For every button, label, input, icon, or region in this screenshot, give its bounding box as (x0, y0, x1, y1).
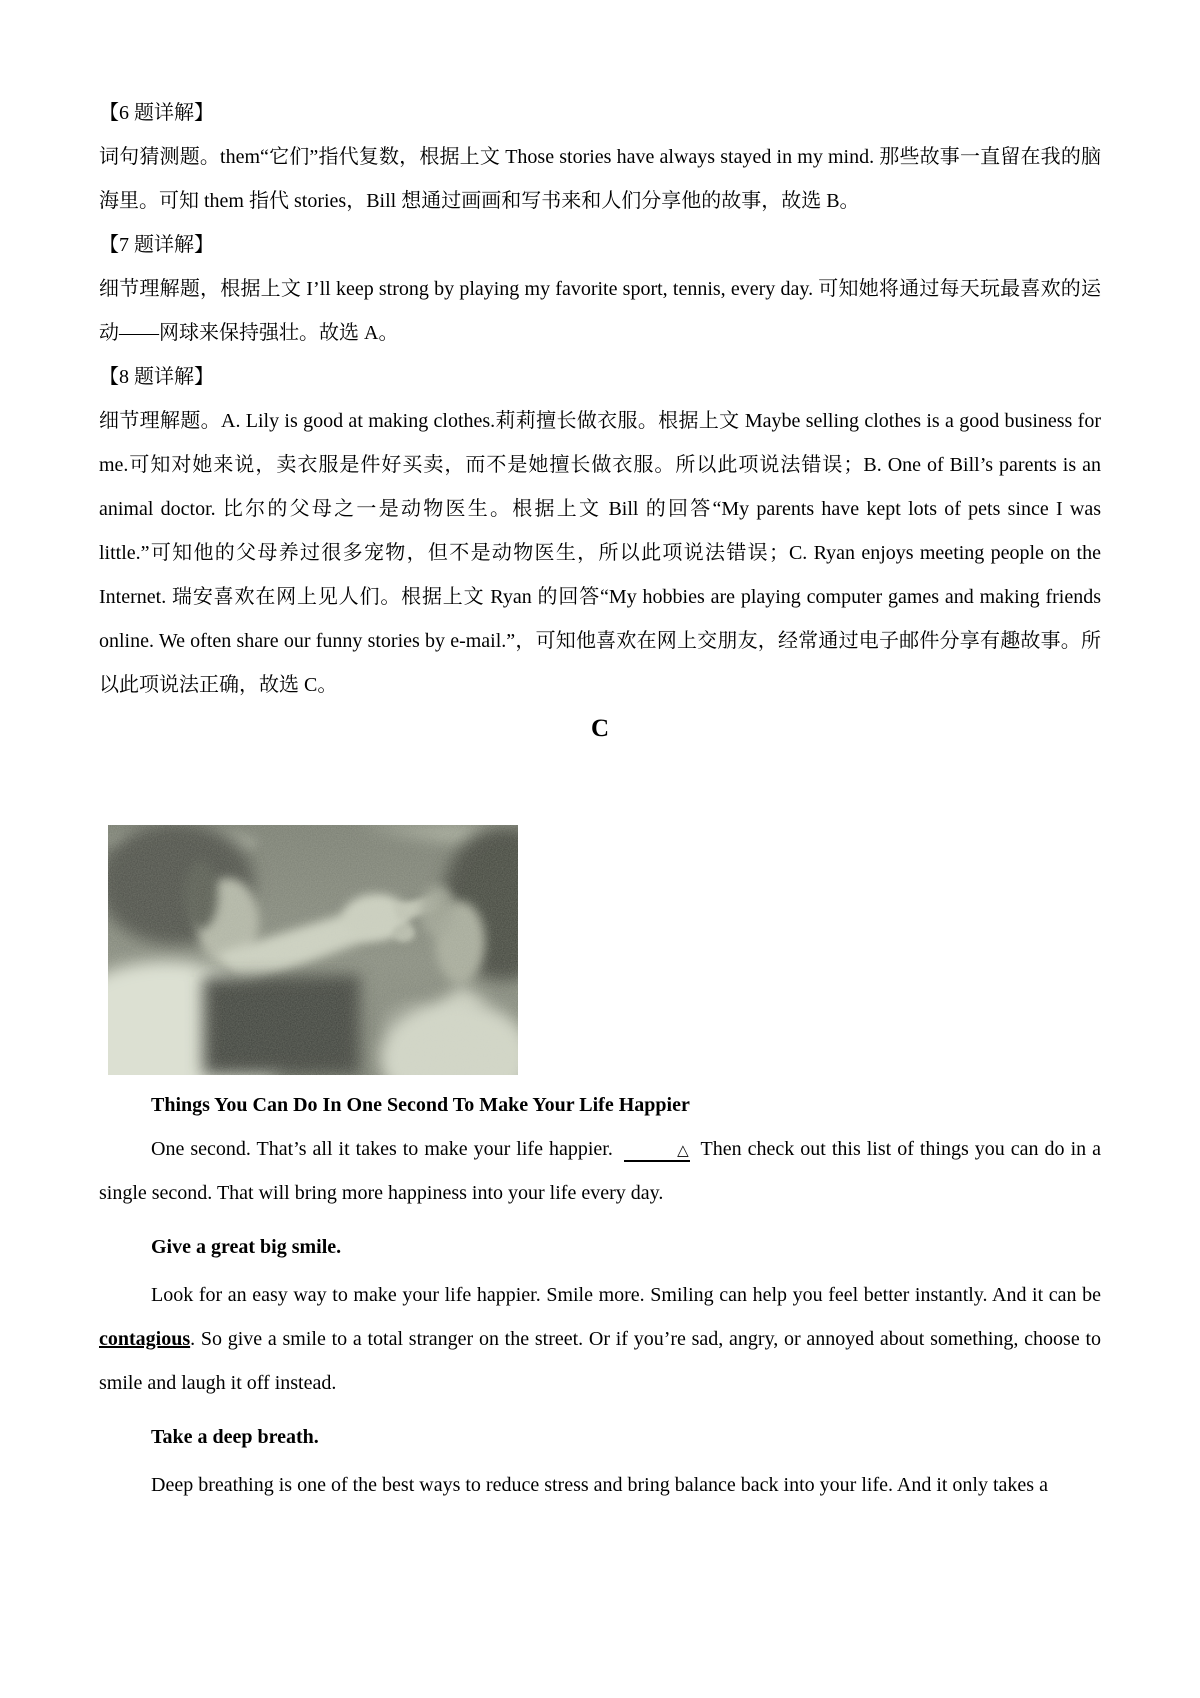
answer-blank (624, 1142, 690, 1162)
explanation-6-heading: 【6 题详解】 (99, 102, 214, 124)
explanation-8-body: 细节理解题。A. Lily is good at making clothes.莉莉擅长做衣服。根据上文 Maybe selling clothes is a good business for me.可知对她来说，卖衣服是件好买卖，而不是她擅长做衣服。所以此项说法错误；B. One of Bill’s parents is an animal doctor. 比尔的父母之一是动物医生。根据上文 Bill 的回答“My parents have kept lots of pets since I was little.”可知他的父母养过很多宠物，但不是动物医生，所以此项说法错误；C. Ryan enjoys meeting people on the Internet. 瑞安喜欢在网上见人们。根据上文 Ryan 的回答“My hobbies are playing computer games and making friends online. We often share our funny stories by e-mail.”，可知他喜欢在网上交朋友，经常通过电子邮件分享有趣故事。所以此项说法正确，故选 C。 (99, 410, 1101, 696)
section-c-label: C (590, 715, 610, 742)
passage-paragraph-2 (99, 1273, 1101, 1405)
passage-paragraph-1 (99, 1127, 1101, 1215)
explanation-6-body: 词句猜测题。them“它们”指代复数，根据上文 Those stories have always stayed in my mind. 那些故事一直留在我的脑海里。可知 them 指代 stories，Bill 想通过画画和写书来和人们分享他的故事，故选 B。 (99, 146, 1101, 212)
answer-explanations (99, 91, 1101, 707)
passage-photo-image (108, 825, 518, 1075)
reading-passage (99, 1083, 1101, 1507)
keyword-contagious: contagious (99, 1328, 191, 1350)
subheading-smile: Give a great big smile. (151, 1236, 342, 1258)
passage-paragraph-3: Deep breathing is one of the best ways to reduce stress and bring balance back into your life. And it only takes a (151, 1474, 1048, 1496)
paragraph-2-text-after: . So give a smile to a total stranger on the street. Or if you’re sad, angry, or annoyed about something, choose to smile and laugh it off instead. (99, 1328, 1101, 1394)
explanation-7-body: 细节理解题，根据上文 I’ll keep strong by playing my favorite sport, tennis, every day. 可知她将通过每天玩最喜欢的运动——网球来保持强壮。故选 A。 (99, 278, 1101, 344)
explanation-8-heading: 【8 题详解】 (99, 366, 214, 388)
blank-triangle-marker: △ (677, 1143, 689, 1159)
paragraph-2-text-before: Look for an easy way to make your life happier. Smile more. Smiling can help you feel better instantly. And it can be (151, 1284, 1101, 1306)
passage-title: Things You Can Do In One Second To Make Your Life Happier (151, 1094, 690, 1116)
explanation-7-heading: 【7 题详解】 (99, 234, 214, 256)
passage-photo (108, 825, 518, 1075)
paragraph-1-text-after: Then check out this list of things you can do in a single second. That will bring more happiness into your life every day. (99, 1138, 1102, 1204)
subheading-breath: Take a deep breath. (151, 1426, 319, 1448)
paragraph-1-text-before: One second. That’s all it takes to make your life happier. (151, 1138, 613, 1160)
